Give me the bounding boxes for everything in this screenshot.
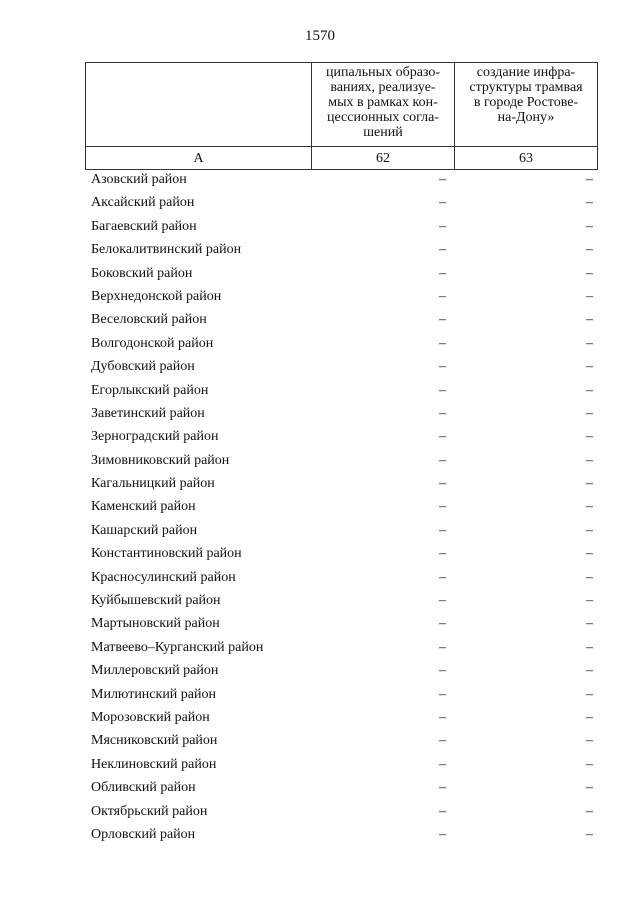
cell-value-63: – bbox=[586, 546, 593, 562]
table-row bbox=[91, 379, 603, 402]
cell-value-62: – bbox=[439, 242, 446, 258]
table-row bbox=[91, 542, 603, 565]
district-name: Красносулинский район bbox=[91, 569, 236, 585]
cell-value-63: – bbox=[586, 733, 593, 749]
district-name: Волгодонской район bbox=[91, 335, 214, 351]
cell-value-62: – bbox=[439, 172, 446, 187]
district-name: Кашарский район bbox=[91, 522, 198, 538]
cell-value-63: – bbox=[586, 522, 593, 538]
cell-value-63: – bbox=[586, 616, 593, 632]
cell-value-62: – bbox=[439, 663, 446, 679]
cell-value-63: – bbox=[586, 663, 593, 679]
district-name: Октябрьский район bbox=[91, 803, 208, 819]
table-row bbox=[91, 332, 603, 355]
table-body bbox=[91, 168, 603, 846]
index-cell-63: 63 bbox=[455, 147, 598, 170]
district-name: Боковский район bbox=[91, 265, 193, 281]
district-name: Веселовский район bbox=[91, 312, 207, 328]
district-name: Константиновский район bbox=[91, 546, 242, 562]
district-name: Аксайский район bbox=[91, 195, 195, 211]
cell-value-62: – bbox=[439, 546, 446, 562]
district-name: Милютинский район bbox=[91, 686, 217, 702]
table-row bbox=[91, 589, 603, 612]
cell-value-63: – bbox=[586, 288, 593, 304]
table-row bbox=[91, 753, 603, 776]
table-row bbox=[91, 566, 603, 589]
cell-value-62: – bbox=[439, 569, 446, 585]
cell-value-63: – bbox=[586, 218, 593, 234]
cell-value-62: – bbox=[439, 195, 446, 211]
cell-value-63: – bbox=[586, 826, 593, 842]
header-cell-63: создание инфра- структуры трамвая в городе Ростове- на-Дону» bbox=[455, 63, 598, 147]
cell-value-63: – bbox=[586, 195, 593, 211]
table-row bbox=[91, 262, 603, 285]
table-row bbox=[91, 449, 603, 472]
district-name: Матвеево–Курганский район bbox=[91, 639, 264, 655]
table-row bbox=[91, 823, 603, 846]
header-cell-a bbox=[86, 63, 312, 147]
table-row bbox=[91, 776, 603, 799]
cell-value-62: – bbox=[439, 312, 446, 328]
table-row bbox=[91, 402, 603, 425]
cell-value-62: – bbox=[439, 265, 446, 281]
cell-value-63: – bbox=[586, 359, 593, 375]
district-name: Морозовский район bbox=[91, 709, 210, 725]
index-cell-a: А bbox=[86, 147, 312, 170]
cell-value-62: – bbox=[439, 639, 446, 655]
district-name: Миллеровский район bbox=[91, 663, 219, 679]
table-row bbox=[91, 706, 603, 729]
district-name: Заветинский район bbox=[91, 405, 205, 421]
table-row bbox=[91, 472, 603, 495]
district-name: Мартыновский район bbox=[91, 616, 220, 632]
cell-value-62: – bbox=[439, 359, 446, 375]
district-name: Зерноградский район bbox=[91, 429, 219, 445]
index-row bbox=[86, 147, 598, 170]
cell-value-62: – bbox=[439, 335, 446, 351]
table-row bbox=[91, 238, 603, 261]
cell-value-62: – bbox=[439, 476, 446, 492]
cell-value-63: – bbox=[586, 780, 593, 796]
cell-value-63: – bbox=[586, 265, 593, 281]
cell-value-62: – bbox=[439, 780, 446, 796]
cell-value-63: – bbox=[586, 639, 593, 655]
cell-value-62: – bbox=[439, 218, 446, 234]
district-name: Мясниковский район bbox=[91, 733, 218, 749]
table-row bbox=[91, 729, 603, 752]
header-row bbox=[86, 63, 598, 147]
cell-value-63: – bbox=[586, 756, 593, 772]
cell-value-63: – bbox=[586, 335, 593, 351]
index-cell-62: 62 bbox=[312, 147, 455, 170]
cell-value-62: – bbox=[439, 686, 446, 702]
table-row bbox=[91, 168, 603, 191]
district-name: Белокалитвинский район bbox=[91, 242, 242, 258]
district-name: Зимовниковский район bbox=[91, 452, 230, 468]
cell-value-62: – bbox=[439, 756, 446, 772]
page-number: 1570 bbox=[305, 28, 335, 44]
table-header bbox=[85, 62, 598, 170]
cell-value-63: – bbox=[586, 312, 593, 328]
table-row bbox=[91, 612, 603, 635]
district-name: Багаевский район bbox=[91, 218, 197, 234]
district-name: Неклиновский район bbox=[91, 756, 217, 772]
district-name: Кагальницкий район bbox=[91, 476, 215, 492]
cell-value-62: – bbox=[439, 803, 446, 819]
cell-value-63: – bbox=[586, 172, 593, 187]
cell-value-63: – bbox=[586, 686, 593, 702]
cell-value-63: – bbox=[586, 499, 593, 515]
cell-value-62: – bbox=[439, 499, 446, 515]
table-row bbox=[91, 519, 603, 542]
table-row bbox=[91, 800, 603, 823]
cell-value-62: – bbox=[439, 288, 446, 304]
cell-value-63: – bbox=[586, 242, 593, 258]
district-name: Верхнедонской район bbox=[91, 288, 222, 304]
district-name: Куйбышевский район bbox=[91, 593, 221, 609]
cell-value-62: – bbox=[439, 452, 446, 468]
cell-value-62: – bbox=[439, 429, 446, 445]
district-name: Азовский район bbox=[91, 172, 187, 187]
cell-value-63: – bbox=[586, 405, 593, 421]
table-row bbox=[91, 355, 603, 378]
cell-value-62: – bbox=[439, 733, 446, 749]
table-row bbox=[91, 636, 603, 659]
table-row bbox=[91, 285, 603, 308]
cell-value-62: – bbox=[439, 405, 446, 421]
cell-value-63: – bbox=[586, 569, 593, 585]
cell-value-62: – bbox=[439, 593, 446, 609]
district-name: Орловский район bbox=[91, 826, 196, 842]
cell-value-62: – bbox=[439, 382, 446, 398]
table-row bbox=[91, 215, 603, 238]
table-row bbox=[91, 683, 603, 706]
table-row bbox=[91, 308, 603, 331]
table-row bbox=[91, 659, 603, 682]
cell-value-63: – bbox=[586, 709, 593, 725]
cell-value-63: – bbox=[586, 429, 593, 445]
cell-value-62: – bbox=[439, 522, 446, 538]
district-name: Каменский район bbox=[91, 499, 196, 515]
district-name: Обливский район bbox=[91, 780, 196, 796]
cell-value-63: – bbox=[586, 593, 593, 609]
table-row bbox=[91, 495, 603, 518]
table-row bbox=[91, 425, 603, 448]
cell-value-63: – bbox=[586, 476, 593, 492]
cell-value-62: – bbox=[439, 826, 446, 842]
district-name: Егорлыкский район bbox=[91, 382, 209, 398]
district-name: Дубовский район bbox=[91, 359, 195, 375]
cell-value-63: – bbox=[586, 382, 593, 398]
cell-value-63: – bbox=[586, 803, 593, 819]
header-cell-62: ципальных образо- ваниях, реализуе- мых в рамках кон- цессионных согла- шений bbox=[312, 63, 455, 147]
cell-value-62: – bbox=[439, 709, 446, 725]
table-row bbox=[91, 191, 603, 214]
cell-value-62: – bbox=[439, 616, 446, 632]
cell-value-63: – bbox=[586, 452, 593, 468]
